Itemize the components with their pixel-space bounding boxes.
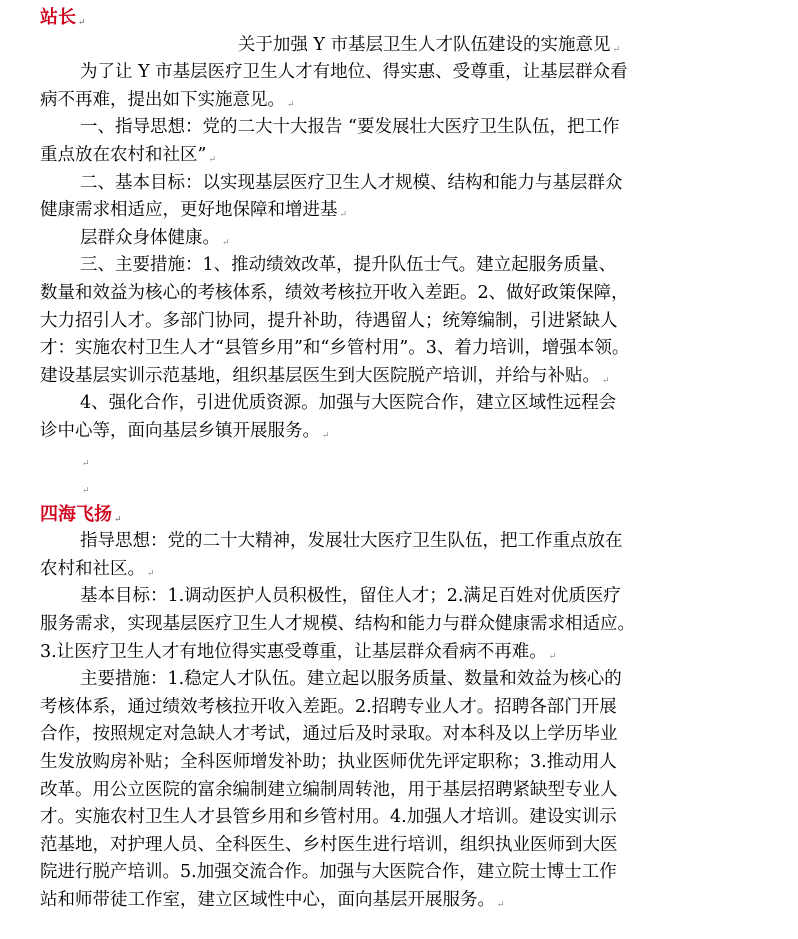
document-title: 关于加强 Y 市基层卫生人才队伍建设的实施意见 ↵ bbox=[237, 34, 621, 55]
text-line: 院进行脱产培训。5.加强交流合作。加强与大医院合作，建立院士博士工作 bbox=[40, 862, 617, 883]
text-line: 数量和效益为核心的考核体系，绩效考核拉开收入差距。2、做好政策保障， bbox=[40, 282, 629, 303]
paragraph-mark: ↵ bbox=[222, 237, 230, 248]
text-line: 3.让医疗卫生人才有地位得实惠受尊重，让基层群众看病不再难。 ↵ bbox=[40, 641, 557, 662]
paragraph-mark: ↵ bbox=[114, 514, 122, 525]
paragraph-mark: ↵ bbox=[82, 458, 90, 469]
text-line: 考核体系，通过绩效考核拉开收入差距。2.招聘专业人才。招聘各部门开展 bbox=[40, 696, 617, 717]
empty-line bbox=[40, 446, 758, 474]
text-line: 层群众身体健康。 ↵ bbox=[80, 227, 230, 248]
paragraph-mark: ↵ bbox=[602, 375, 610, 386]
text-line: 指导思想：党的二十大精神，发展壮大医疗卫生队伍，把工作重点放在 bbox=[80, 531, 623, 552]
text-line: 生发放购房补贴；全科医师增发补助；执业医师优先评定职称；3.推动用人 bbox=[40, 752, 617, 773]
paragraph-mark: ↵ bbox=[339, 210, 348, 221]
paragraph-mark: ↵ bbox=[147, 568, 155, 579]
text-line: 站和师带徒工作室，建立区域性中心，面向基层开展服务。 ↵ bbox=[40, 890, 505, 910]
text-line: 改革。用公立医院的富余编制建立编制周转池，用于基层招聘紧缺型专业人 bbox=[40, 779, 618, 800]
paragraph-mark: ↵ bbox=[287, 99, 295, 110]
text-line: 主要措施：1.稳定人才队伍。建立起以服务质量、数量和效益为核心的 bbox=[80, 669, 622, 690]
paragraph-mark: ↵ bbox=[497, 900, 505, 910]
text-line: 健康需求相适应，更好地保障和增进基 ↵ bbox=[40, 200, 348, 221]
paragraph-mark: ↵ bbox=[548, 651, 557, 662]
paragraph-mark: ↵ bbox=[612, 44, 621, 55]
text-line: 服务需求，实现基层医疗卫生人才规模、结构和能力与群众健康需求相适应。 bbox=[40, 614, 635, 635]
text-line: 农村和社区。 ↵ bbox=[40, 558, 155, 579]
text-line: 才。实施农村卫生人才县管乡用和乡管村用。4.加强人才培训。建设实训示 bbox=[40, 807, 617, 828]
text-line: 合作，按照规定对急缺人才考试，通过后及时录取。对本科及以上学历毕业 bbox=[40, 724, 618, 745]
text-line: 一、指导思想：党的二大十大报告 “要发展壮大医疗卫生队伍，把工作 bbox=[80, 117, 620, 138]
section-heading-2: 四海飞扬 ↵ bbox=[40, 503, 122, 525]
text-line: 二、基本目标：以实现基层医疗卫生人才规模、结构和能力与基层群众 bbox=[80, 172, 623, 193]
text-line: 重点放在农村和社区” ↵ bbox=[40, 144, 216, 165]
paragraph-mark: ↵ bbox=[322, 430, 330, 441]
empty-line bbox=[40, 473, 758, 501]
text-line: 三、主要措施：1、推动绩效改革，提升队伍士气。建立起服务质量、 bbox=[80, 255, 617, 276]
paragraph-mark: ↵ bbox=[82, 486, 90, 497]
text-line: 诊中心等，面向基层乡镇开展服务。 ↵ bbox=[40, 420, 330, 441]
section-heading-1: 站长 ↵ bbox=[40, 7, 86, 28]
text-line: 大力招引人才。多部门协同，提升补助，待遇留人；统筹编制，引进紧缺人 bbox=[40, 310, 618, 331]
text-line: 4、强化合作，引进优质资源。加强与大医院合作，建立区域性远程会 bbox=[80, 393, 617, 414]
text-line: 为了让 Y 市基层医疗卫生人才有地位、得实惠、受尊重，让基层群众看 bbox=[80, 62, 628, 83]
text-line: 病不再难，提出如下实施意见。 ↵ bbox=[40, 89, 295, 110]
paragraph-mark: ↵ bbox=[78, 18, 86, 28]
text-line: 才：实施农村卫生人才“县管乡用”和“乡管村用”。3、着力培训，增强本领。 bbox=[40, 338, 630, 359]
paragraph-mark: ↵ bbox=[208, 154, 216, 165]
text-line: 基本目标：1.调动医护人员积极性，留住人才；2.满足百姓对优质医疗 bbox=[80, 586, 621, 607]
text-line: 范基地，对护理人员、全科医生、乡村医生进行培训，组织执业医师到大医 bbox=[40, 834, 618, 855]
text-line: 建设基层实训示范基地，组织基层医生到大医院脱产培训，并给与补贴。 ↵ bbox=[40, 365, 610, 386]
